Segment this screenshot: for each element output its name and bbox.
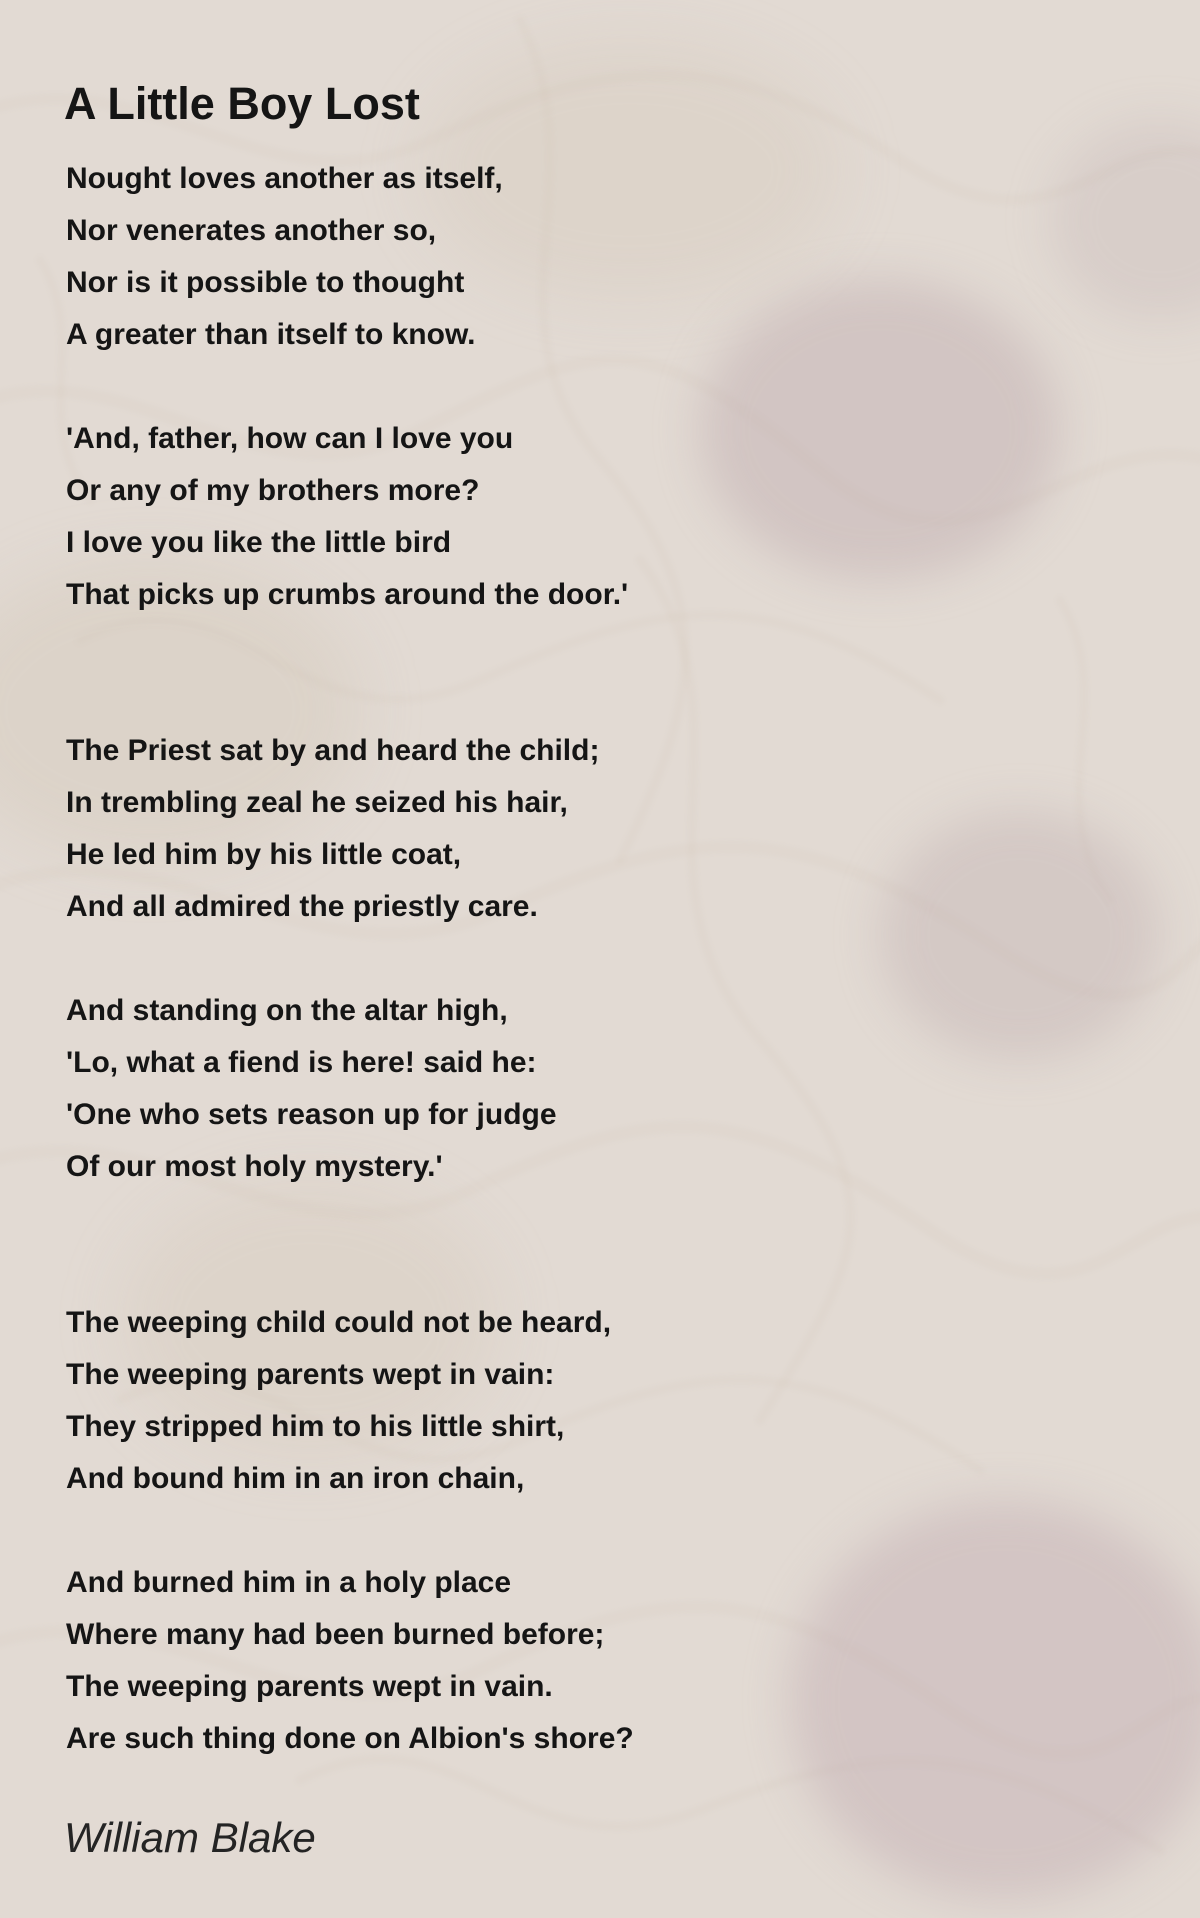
poet-signature: William Blake bbox=[64, 1814, 316, 1861]
poem-line: Of our most holy mystery.' bbox=[66, 1150, 443, 1183]
poem-line: In trembling zeal he seized his hair, bbox=[66, 786, 568, 819]
poem-line: 'One who sets reason up for judge bbox=[66, 1098, 557, 1131]
poem-line: 'Lo, what a fiend is here! said he: bbox=[66, 1046, 537, 1079]
poem-line: A greater than itself to know. bbox=[66, 318, 476, 351]
stanza bbox=[66, 153, 634, 361]
paper-stain bbox=[790, 1500, 1200, 1900]
poem-line: And standing on the altar high, bbox=[66, 994, 508, 1027]
paper-stain bbox=[880, 810, 1160, 1060]
poem-line: Nor is it possible to thought bbox=[66, 266, 465, 299]
poem-line: Nor venerates another so, bbox=[66, 214, 437, 247]
paper-stain bbox=[700, 280, 1060, 580]
stanza bbox=[66, 725, 634, 933]
poem-line: And burned him in a holy place bbox=[66, 1566, 512, 1599]
poem-line: The weeping parents wept in vain. bbox=[66, 1670, 553, 1703]
poem-line: They stripped him to his little shirt, bbox=[66, 1410, 565, 1443]
poem-line: Are such thing done on Albion's shore? bbox=[66, 1722, 634, 1755]
poem-line: He led him by his little coat, bbox=[66, 838, 462, 871]
poem-title: A Little Boy Lost bbox=[64, 78, 420, 130]
poem-line: Or any of my brothers more? bbox=[66, 474, 480, 507]
poem-line: The Priest sat by and heard the child; bbox=[66, 734, 600, 767]
poem-line: And bound him in an iron chain, bbox=[66, 1462, 525, 1495]
poem-body bbox=[66, 153, 634, 1765]
poem-line: I love you like the little bird bbox=[66, 526, 452, 559]
poem-line: Nought loves another as itself, bbox=[66, 162, 503, 195]
poem-line: 'And, father, how can I love you bbox=[66, 422, 514, 455]
paper-stain bbox=[1050, 120, 1200, 320]
poem-line: That picks up crumbs around the door.' bbox=[66, 578, 629, 611]
poem-line: And all admired the priestly care. bbox=[66, 890, 538, 923]
stanza bbox=[66, 413, 634, 621]
stanza bbox=[66, 1557, 634, 1765]
stanza bbox=[66, 985, 634, 1193]
stanza bbox=[66, 1297, 634, 1505]
poem-line: Where many had been burned before; bbox=[66, 1618, 605, 1651]
poem-line: The weeping parents wept in vain: bbox=[66, 1358, 555, 1391]
poem-line: The weeping child could not be heard, bbox=[66, 1306, 612, 1339]
